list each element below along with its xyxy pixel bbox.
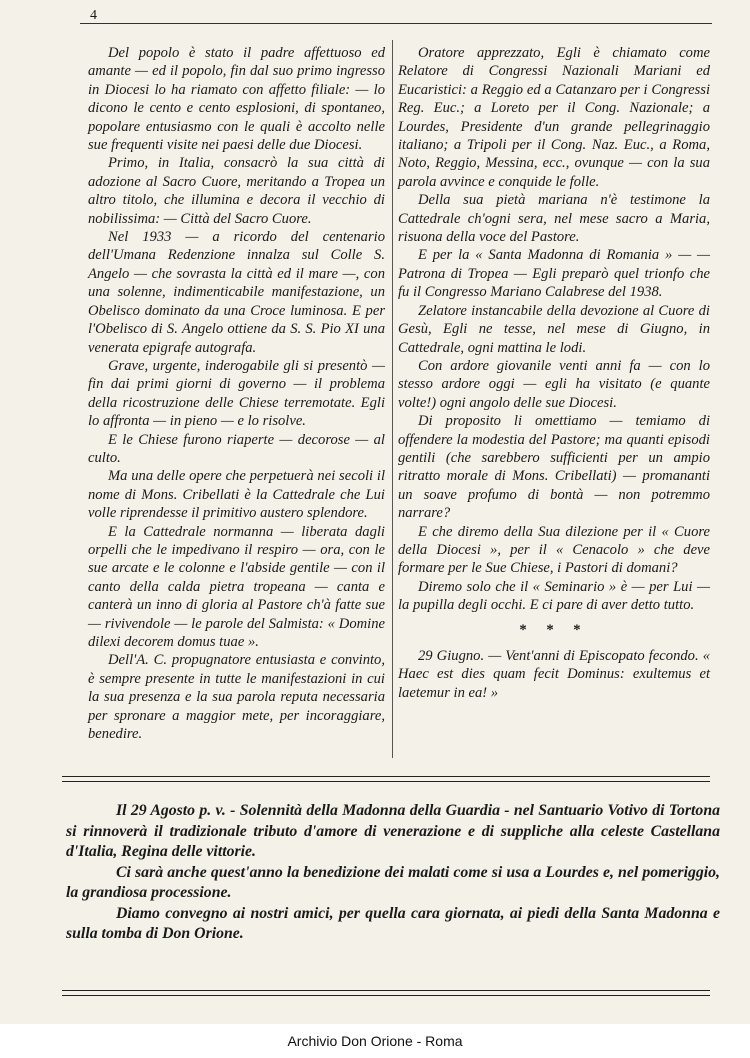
- paragraph: E le Chiese furono riaperte — decorose — al culto.: [88, 431, 385, 466]
- paragraph: E la Cattedrale normanna — liberata dagli orpelli che le impedivano il respiro — ora, con le sue arcate e le colonne e l'abside gentile — con il canto della calda pietra tropeana — canta e canterà un inno di gloria al Pastore ch'à fatte sue — rivivendole — le parole del Salmista: « Domine dilexi decorem domus tuae ».: [88, 523, 385, 650]
- paragraph: Oratore apprezzato, Egli è chiamato come Relatore di Congressi Nazionali Mariani ed Eucaristici: a Reggio ed a Catanzaro per i Congressi Reg. Euc.; a Loreto per il Cong. Nazionale; a Lourdes, Presidente d'un grande pellegrinaggio italiano; a Tripoli per il Cong. Naz. Euc., a Roma, Noto, Reggio, Messina, ecc., ovunque — con la sua parola avvince e conquide le folle.: [398, 45, 710, 190]
- paragraph: Grave, urgente, inderogabile gli si presentò — fin dai primi giorni di governo — il problema della ricostruzione delle Chiese terremotate. Egli lo affronta — in pieno — e lo risolve.: [88, 357, 385, 430]
- page-number: 4: [90, 8, 97, 23]
- paragraph: Dell'A. C. propugnatore entusiasta e convinto, è sempre presente in tutte le manifestazioni in cui la sua presenza e la sua parola reputa necessaria per spronare a maggior mete, per incoraggiare, benedire.: [88, 652, 385, 743]
- header-rule: [80, 23, 712, 24]
- paragraph: Di proposito li omettiamo — temiamo di offendere la modestia del Pastore; ma quanti episodi gentili (che sarebbero sufficienti per un ampio ritratto morale di Mons. Cribellati) — promananti un soave profumo di bontà — non potremmo narrare?: [398, 413, 710, 522]
- announcement-box: [66, 801, 720, 945]
- column-divider: [392, 40, 393, 758]
- paragraph: Ma una delle opere che perpetuerà nei secoli il nome di Mons. Cribellati è la Cattedrale che Lui volle riprendesse il primitivo austero splendore.: [88, 468, 385, 522]
- announcement-rule-bottom-2: [62, 995, 710, 996]
- paragraph: Del popolo è stato il padre affettuoso ed amante — ed il popolo, fin dal suo primo ingresso in Diocesi lo ha riamato con affetto filiale: — lo dicono le cento e cento esplosioni, di spontaneo, popolare entusiasmo con le quali è accolto nelle sue frequenti visite nei paesi delle due Diocesi.: [88, 45, 385, 154]
- paragraph: E che diremo della Sua dilezione per il « Cuore della Diocesi », per il « Cenacolo » che deve formare per le Sue Chiese, i Pastori di domani?: [398, 523, 710, 577]
- announcement-rule-bottom: [62, 990, 710, 991]
- announcement-paragraph: Diamo convegno ai nostri amici, per quella cara giornata, ai piedi della Santa Madonna e sulla tomba di Don Orione.: [66, 904, 720, 942]
- paragraph: Primo, in Italia, consacrò la sua città di adozione al Sacro Cuore, meritando a Tropea un altro titolo, che illumina e decora il vecchio di nobilissima: — Città del Sacro Cuore.: [88, 155, 385, 227]
- section-separator: * * *: [519, 621, 589, 638]
- paragraph: Zelatore instancabile della devozione al Cuore di Gesù, Egli ne tesse, nel mese di Giugno, in Cattedrale, ogni mattina le lodi.: [398, 302, 710, 356]
- paragraph: Della sua pietà mariana n'è testimone la Cattedrale ch'ogni sera, nel mese sacro a Maria, risuona della voce del Pastore.: [398, 192, 710, 246]
- paragraph: Con ardore giovanile venti anni fa — con lo stesso ardore oggi — egli ha visitato (e quante volte!) ogni angolo delle sue Diocesi.: [398, 357, 710, 411]
- paragraph: Diremo solo che il « Seminario » è — per Lui — la pupilla degli occhi. E ci pare di aver detto tutto.: [398, 578, 710, 614]
- announcement-paragraph: Ci sarà anche quest'anno la benedizione dei malati come si usa a Lourdes e, nel pomeriggio, la grandiosa processione.: [66, 863, 720, 901]
- paragraph: Nel 1933 — a ricordo del centenario dell'Umana Redenzione innalza sul Colle S. Angelo — che sovrasta la città ed il mare —, con una solenne, indimenticabile manifestazione, un Obelisco dominato da una Croce luminosa. E per l'Obelisco di S. Angelo ottiene da S. S. Pio XI una venerata epigrafe autografa.: [88, 229, 385, 356]
- archive-footer: Archivio Don Orione - Roma: [0, 1024, 750, 1058]
- announcement-rule-top: [62, 776, 710, 777]
- announcement-paragraph: Il 29 Agosto p. v. - Solennità della Madonna della Guardia - nel Santuario Votivo di Tortona si rinnoverà il tradizionale tributo d'amore di venerazione e di suppliche alla celeste Castellana d'Italia, Regina delle vittorie.: [66, 802, 720, 860]
- paragraph: E per la « Santa Madonna di Romania » — — Patrona di Tropea — Egli preparò quel trionfo che fu il Congresso Mariano Calabrese del 1938.: [398, 247, 710, 301]
- left-column: [88, 44, 385, 743]
- announcement-rule-top-2: [62, 781, 710, 782]
- closing-paragraph: 29 Giugno. — Vent'anni di Episcopato fecondo. « Haec est dies quam fecit Dominus: exultemus et laetemur in ea! »: [398, 648, 710, 701]
- right-column: [398, 44, 710, 702]
